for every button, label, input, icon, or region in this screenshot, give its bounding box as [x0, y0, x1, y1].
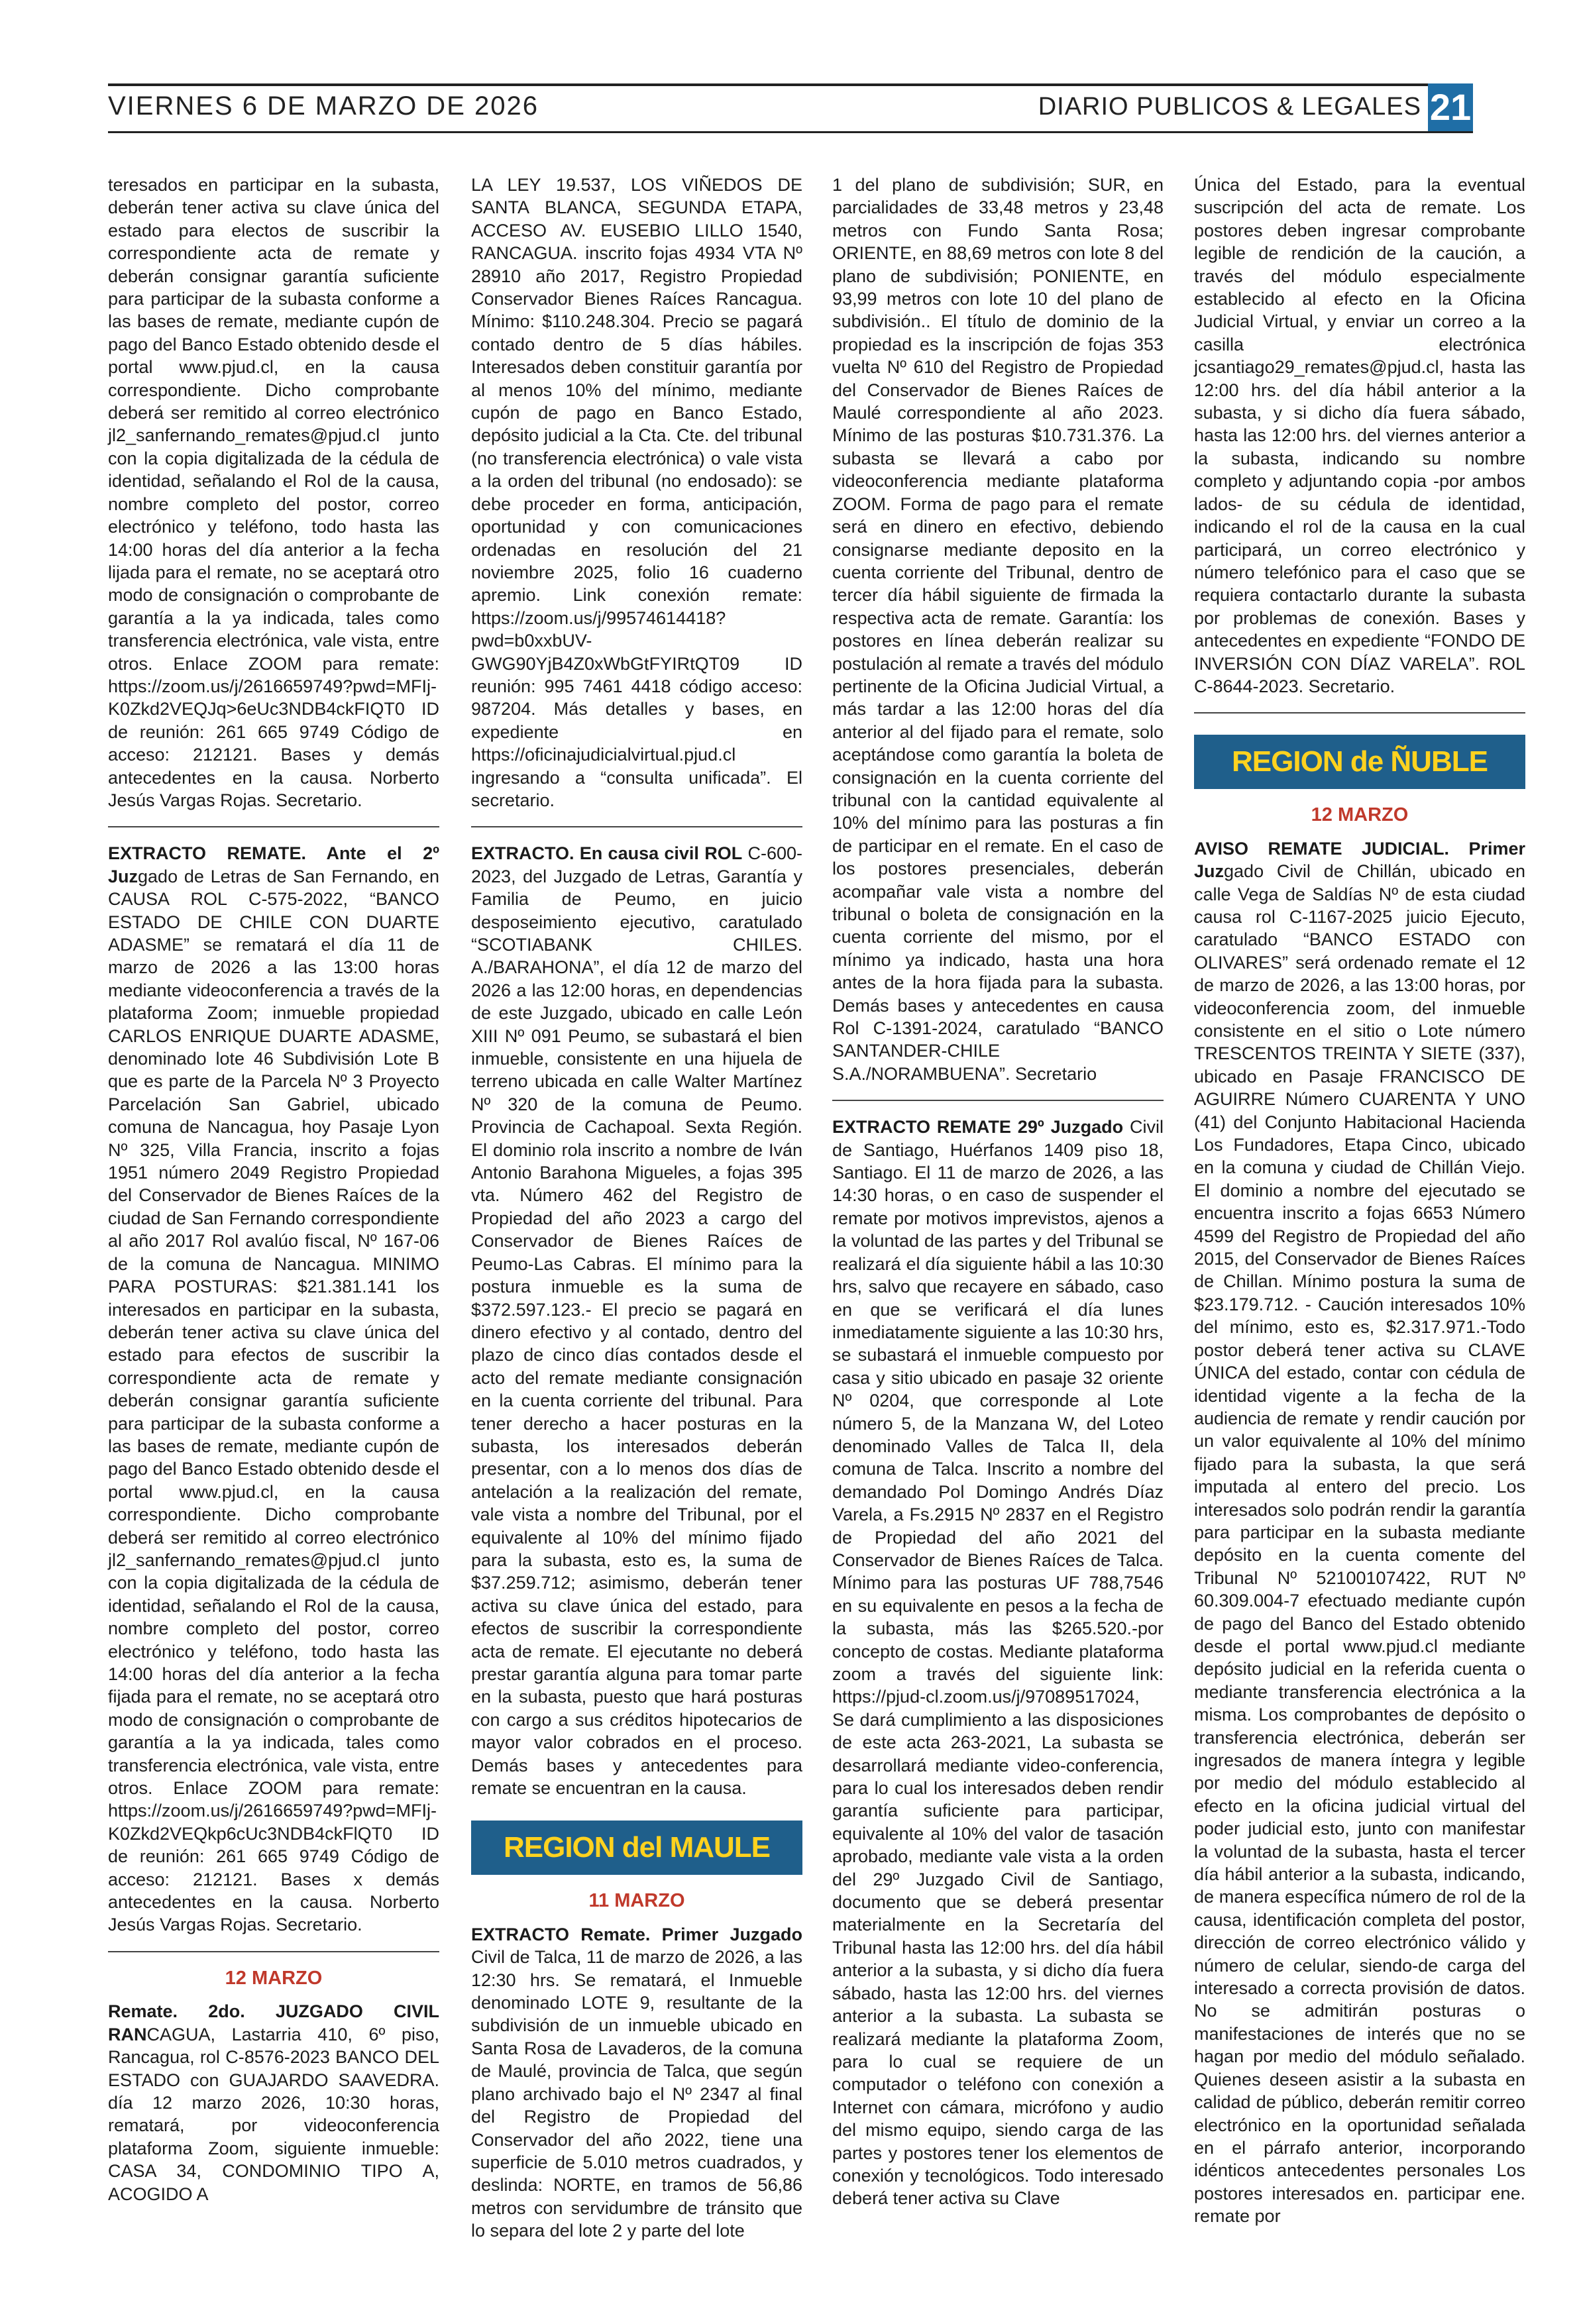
notice-remate-rancagua [108, 2000, 439, 2205]
notice-body: C-600-2023, del Juzgado de Letras, Garantía y Familia de Peumo, en juicio desposeimiento ejecutivo, caratulado “SCOTIABANK CHILES. A./BARAHONA”, el día 12 de marzo del 2026 a las 12:00 horas, en dependencias de este Juzgado, ubicado en calle León XIII Nº 091 Peumo, se subastará el bien inmueble, consistente en una hijuela de terreno ubicada en calle Walter Martínez Nº 320 de la comuna de Peumo. Provincia de Cachapoal. Sexta Región. El dominio rola inscrito a nombre de Iván Antonio Barahona Migueles, a fojas 395 vta. Número 462 del Registro de Propiedad del año 2023 a cargo del Conservador de Bienes Raíces de Peumo-Las Cabras. El mínimo para la postura inmueble es la suma de $372.597.123.- El precio se pagará en dinero efectivo y al contado, dentro del plazo de cinco días contados desde el acto del remate mediante consignación en la cuenta corriente del tribunal. Para tener derecho a hacer posturas en la subasta, los interesados deberán presentar, con a lo menos dos días de antelación a la realización del remate, vale vista a nombre del Tribunal, por el equivalente al 10% del mínimo fijado para la subasta, esto es, la suma de $37.259.712; asimismo, deberán tener activa su clave única del estado, para efectos de suscribir la correspondiente acta de remate. El ejecutante no deberá prestar garantía alguna para tomar parte en la subasta, puesto que hará posturas con cargo a sus créditos hipotecarios de mayor valor cobrados en el proceso. Demás bases y antecedentes para remate se encuentran en la causa. [471, 843, 802, 1799]
notice-continuation: Única del Estado, para la eventual suscripción del acta de remate. Los postores deben ingresar comprobante legible de rendición de la caución, a través del módulo especialmente establecido al efecto en la Oficina Judicial Virtual, y enviar un correo a la casilla electrónica jcsantiago29_remates@pjud.cl, hasta las 12:00 hrs. del día hábil anterior a la subasta, y si dicho día fuera sábado, hasta las 12:00 hrs. del viernes anterior a la subasta, indicando su nombre completo y adjuntando copia -por ambos lados- de su cédula de identidad, indicando el rol de la causa en la cual participará, un correo electrónico y número telefónico para el caso que se requiera contactarlo durante la subasta por problemas de conexión. Bases y antecedentes en expediente “FONDO DE INVERSIÓN CON DÍAZ VARELA”. ROL C-8644-2023. Secretario. [1194, 175, 1525, 696]
column-1 [108, 174, 439, 2205]
date-heading: 11 MARZO [588, 1890, 685, 1912]
page-header [108, 83, 1473, 133]
notice-lead: AVISO REMATE JUDICIAL. Primer Juz [1194, 838, 1525, 882]
notice-body: gado Civil de Chillán, ubicado en calle Vega de Saldías Nº de esta ciudad causa rol C-1167-2025 juicio Ejecuto, caratulado “BANCO ESTADO con OLIVARES” será ordenado remate el 12 de marzo de 2026, a las 13:00 horas, por videoconferencia zoom, del inmueble consistente en el sitio o Lote número TRESCENTOS TREINTA Y SIETE (337), ubicado en Pasaje FRANCISCO DE AGUIRRE Número CUARENTA Y UNO (41) del Conjunto Habitacional Hacienda Los Fundadores, Etapa Cinco, ubicado en la comuna y ciudad de Chillán Viejo. El dominio a nombre del ejecutado se encuentra inscrito a fojas 6653 Número 4599 del Registro de Propiedad del año 2015, del Conservador de Bienes Raíces de Chillan. Mínimo postura la suma de $23.179.712. - Caución interesados 10% del mínimo, esto es, $2.317.971.-Todo postor deberá tener activa su CLAVE ÚNICA del estado, contar con cédula de identidad vigente a la fecha de la audiencia de remate y rendir caución por un valor equivalente al 10% del mínimo fijado para la subasta, la que será imputada al entero del precio. Los interesados solo podrán rendir la garantía para participar en la subasta mediante depósito en la cuenta comente del Tribunal Nº 52100107422, RUT Nº 60.309.004-7 efectuado mediante cupón de pago del Banco del Estado obtenido desde el portal www.pjud.cl mediante depósito judicial en la referida cuenta o mediante transferencia electrónica a la misma. Los comprobantes de depósito o transferencia electrónica, deberán ser ingresados de manera íntegra y legible por medio del módulo establecido al efecto en la oficina judicial virtual del poder judicial esto, junto con manifestar la voluntad de la subasta, hasta el tercer día hábil anterior a la subasta, indicando, de manera específica número de rol de la causa, identificación completa del postor, dirección de correo electrónico válido y número de celular, siendo-de carga del interesado a correcta provisión de datos. No se admitirán posturas o manifestaciones de interés que no se hagan por medio del módulo señalado. Quienes deseen asistir a la subasta en calidad de público, deberán remitir correo electrónico en la oportunidad señalada en el párrafo anterior, incorporando idénticos antecedentes personales Los postores interesados en. participar ene. remate por [1194, 861, 1525, 2227]
notice-aviso-chillan [1194, 837, 1525, 2228]
notice-lead: Remate. 2do. JUZGADO CIVIL RAN [108, 2001, 439, 2044]
publication-title: DIARIO PUBLICOS & LEGALES [1038, 93, 1421, 121]
column-4 [1194, 174, 1525, 2228]
notice-lead: EXTRACTO Remate. Primer Juzgado [471, 1924, 802, 1944]
notice-lead: EXTRACTO REMATE 29º Juzgado [832, 1117, 1124, 1137]
notice-extracto-santiago [832, 1116, 1164, 2210]
notice-body: Civil de Santiago, Huérfanos 1409 piso 18, Santiago. El 11 de marzo de 2026, a las 14:30 horas, o en caso de suspender el remate por motivos imprevistos, ajenos a la voluntad de las partes y del Tribunal se realizará el día siguiente hábil a las 10:30 hrs, salvo que recayere en sábado, caso en que se verificará el día lunes inmediatamente siguiente a las 10:30 hrs, se subastará el inmueble compuesto por casa y sitio ubicado en pasaje 32 oriente Nº 0204, que corresponde al Lote número 5, de la Manzana W, del Loteo denominado Valles de Talca II, dela comuna de Talca. Inscrito a nombre del demandado Pol Domingo Andrés Díaz Varela, a Fs.2915 Nº 2837 en el Registro de Propiedad del año 2021 del Conservador de Bienes Raíces de Talca. Mínimo para las posturas UF 788,7546 en su equivalente en pesos a la fecha de la subasta, más las $265.520.-por concepto de costas. Mediante plataforma zoom a través del siguiente link: https://pjud-cl.zoom.us/j/97089517024, Se dará cumplimiento a las disposiciones de este acta 263-2021, La subasta se desarrollará mediante video-conferencia, para lo cual los interesados deben rendir garantía suficiente para participar, equivalente al 10% del valor de tasación aprobado, mediante vale vista a la orden del 29º Juzgado Civil de Santiago, documento que se deberá presentar materialmente en la Secretaría del Tribunal hasta las 12:00 hrs. del día hábil anterior a la subasta, y si dicho día fuera sábado, hasta las 12:00 hrs. del viernes anterior a la subasta. La subasta se realizará mediante la plataforma Zoom, para lo cual se requiere de un computador o teléfono con conexión a Internet con cámara, micrófono y audio del mismo equipo, siendo carga de las partes y postores tener los elementos de conexión y tecnológicos. Todo interesado deberá tener activa su Clave [832, 1117, 1164, 2209]
notice-extracto-san-fernando [108, 842, 439, 1936]
notice-separator [832, 1100, 1164, 1101]
notice-separator [1194, 712, 1525, 713]
notice-continuation: 1 del plano de subdivisión; SUR, en parcialidades de 33,48 metros y 23,48 metros con Fundo Santa Rosa; ORIENTE, en 88,69 metros con lote 8 del plano de subdivisión; PONIENTE, en 93,99 metros con lote 10 del plano de subdivisión.. El título de dominio de la propiedad es la inscripción de fojas 353 vuelta Nº 610 del Registro de Propiedad del Conservador de Bienes Raíces de Maulé correspondiente al año 2023. Mínimo de las posturas $10.731.376. La subasta se llevará a cabo por videoconferencia mediante plataforma ZOOM. Forma de pago para el remate será en dinero en efectivo, debiendo consignarse mediante deposito en la cuenta corriente del Tribunal, dentro de tercer día hábil siguiente de firmada la respectiva acta de remate. Garantía: los postores en línea deberán realizar su postulación al remate a través del módulo pertinente de la Oficina Judicial Virtual, a más tardar a las 12:00 horas del día anterior al del fijado para el remate, solo aceptándose como garantía la boleta de consignación en la cuenta corriente del tribunal con la cantidad equivalente al 10% del mínimo para las posturas a fin de participar en el remate. En el caso de los postores presenciales, deberán acompañar vale vista a nombre del tribunal o boleta de consignación en la cuenta corriente del mismo, por el mínimo ya indicado, hasta una hora antes de la hora fijada para la subasta. Demás bases y antecedentes en causa Rol C-1391-2024, caratulado “BANCO SANTANDER-CHILE S.A./NORAMBUENA”. Secretario [832, 175, 1164, 1084]
column-3 [832, 174, 1164, 2210]
page-number: 21 [1428, 83, 1473, 131]
notice-lead: EXTRACTO. En causa civil ROL [471, 843, 743, 864]
notice-separator [471, 826, 802, 827]
notice-continuation: LA LEY 19.537, LOS VIÑEDOS DE SANTA BLANCA, SEGUNDA ETAPA, ACCESO AV. EUSEBIO LILLO 1540, RANCAGUA. inscrito fojas 4934 VTA Nº 28910 año 2017, Registro Propiedad Conservador Bienes Raíces Rancagua. Mínimo: $110.248.304. Precio se pagará contado dentro de 5 días hábiles. Interesados deben constituir garantía por al menos 10% del mínimo, mediante cupón de pago en Banco Estado, depósito judicial a la Cta. Cte. del tribunal (no transferencia electrónica) o vale vista a la orden del tribunal (no endosado): se debe proceder en forma, anticipación, oportunidad y con comunicaciones ordenadas en resolución del 21 noviembre 2025, folio 16 cuaderno apremio. Link conexión remate: https://zoom.us/j/99574614418?pwd=b0xxbUV-GWG90YjB4Z0xWbGtFYIRtQT09 ID reunión: 995 7461 4418 código acceso: 987204. Más detalles y bases, en expediente en https://oficinajudicialvirtual.pjud.cl ingresando a “consulta unificada”. El secretario. [471, 175, 802, 810]
notice-body: gado de Letras de San Fernando, en CAUSA ROL C-575-2022, “BANCO ESTADO DE CHILE CON DUARTE ADASME” se rematará el día 11 de marzo de 2026 a las 13:00 horas mediante videoconferencia a través de la plataforma Zoom; inmueble propiedad CARLOS ENRIQUE DUARTE ADASME, denominado lote 46 Subdivisión Lote B que es parte de la Parcela Nº 3 Proyecto Parcelación San Gabriel, ubicado comuna de Nancagua, hoy Pasaje Lyon Nº 325, Villa Francia, inscrito a fojas 1951 número 2049 Registro Propiedad del Conservador de Bienes Raíces de la ciudad de San Fernando correspondiente al año 2017 Rol avalúo fiscal, Nº 167-06 de la comuna de Nancagua. MINIMO PARA POSTURAS: $21.381.141 los interesados en participar en la subasta, deberán tener activa su clave única del estado para efectos de suscribir la correspondiente acta de remate y deberán consignar garantía suficiente para participar de la subasta conforme a las bases de remate, mediante cupón de pago del Banco Estado obtenido desde el portal www.pjud.cl, en la causa correspondiente. Dicho comprobante deberá ser remitido al correo electrónico jl2_sanfernando_remates@pjud.cl junto con la copia digitalizada de la cédula de identidad, señalando el Rol de la causa, nombre completo del postor, correo electrónico y teléfono, todo hasta las 14:00 horas del día anterior a la fecha fijada para el remate, no se aceptará otro modo de consignación o comprobante de garantía a la ya indicada, tales como transferencia electrónica, vale vista, entre otros. Enlace ZOOM para remate: https://zoom.us/j/2616659749?pwd=MFIj-K0Zkd2VEQkp6cUc3NDB4ckFlQT0 ID de reunión: 261 665 9749 Código de acceso: 212121. Bases x demás antecedentes en la causa. Norberto Jesús Vargas Rojas. Secretario. [108, 866, 439, 1935]
notice-body: CAGUA, Lastarria 410, 6º piso, Rancagua, rol C-8576-2023 BANCO DEL ESTADO con GUAJARDO SAAVEDRA. día 12 marzo 2026, 10:30 horas, rematará, por videoconferencia plataforma Zoom, siguiente inmueble: CASA 34, CONDOMINIO TIPO A, ACOGIDO A [108, 2024, 439, 2204]
notice-lead: EXTRACTO REMATE. Ante el 2º Juz [108, 843, 439, 886]
region-banner-maule: REGION del MAULE [471, 1821, 802, 1875]
date-heading: 12 MARZO [1311, 804, 1409, 826]
column-2 [471, 174, 802, 2243]
notice-separator [108, 826, 439, 827]
region-banner-nuble: REGION de ÑUBLE [1194, 735, 1525, 789]
notice-extracto-peumo [471, 842, 802, 1799]
notice-separator [108, 1951, 439, 1952]
notice-body: Civil de Talca, 11 de marzo de 2026, a las 12:30 hrs. Se rematará, el Inmueble denominado LOTE 9, resultante de la subdivisión de un inmueble ubicado en Santa Rosa de Lavaderos, de la comuna de Maulé, provincia de Talca, que según plano archivado bajo el Nº 2347 al final del Registro de Propiedad del Conservador del año 2022, tiene una superficie de 5.010 metros cuadrados, y deslinda: NORTE, en tramos de 56,86 metros con servidumbre de tránsito que lo separa del lote 2 y parte del lote [471, 1947, 802, 2241]
notice-extracto-talca [471, 1923, 802, 2243]
date-heading: 12 MARZO [225, 1967, 323, 1989]
issue-date: VIERNES 6 DE MARZO DE 2026 [108, 91, 539, 121]
notice-continuation: teresados en participar en la subasta, deberán tener activa su clave única del estado para electos de suscribir la correspondiente acta de remate y deberán consignar garantía suficiente para participar de la subasta conforme a las bases de remate, mediante cupón de pago del Banco Estado obtenido desde el portal www.pjud.cl, en la causa correspondiente. Dicho comprobante deberá ser remitido al correo electrónico jl2_sanfernando_remates@pjud.cl junto con la copia digitalizada de la cédula de identidad, señalando el Rol de la causa, nombre completo del postor, correo electrónico y teléfono, todo hasta las 14:00 horas del día anterior a la fecha lijada para el remate, no se aceptará otro modo de consignación o comprobante de garantía a la ya indicada, tales como transferencia electrónica, vale vista, entre otros. Enlace ZOOM para remate: https://zoom.us/j/2616659749?pwd=MFIj-K0Zkd2VEQJq>6eUc3NDB4ckFIQT0 ID de reunión: 261 665 9749 Código de acceso: 212121. Bases y demás antecedentes en la causa. Norberto Jesús Vargas Rojas. Secretario. [108, 175, 439, 810]
